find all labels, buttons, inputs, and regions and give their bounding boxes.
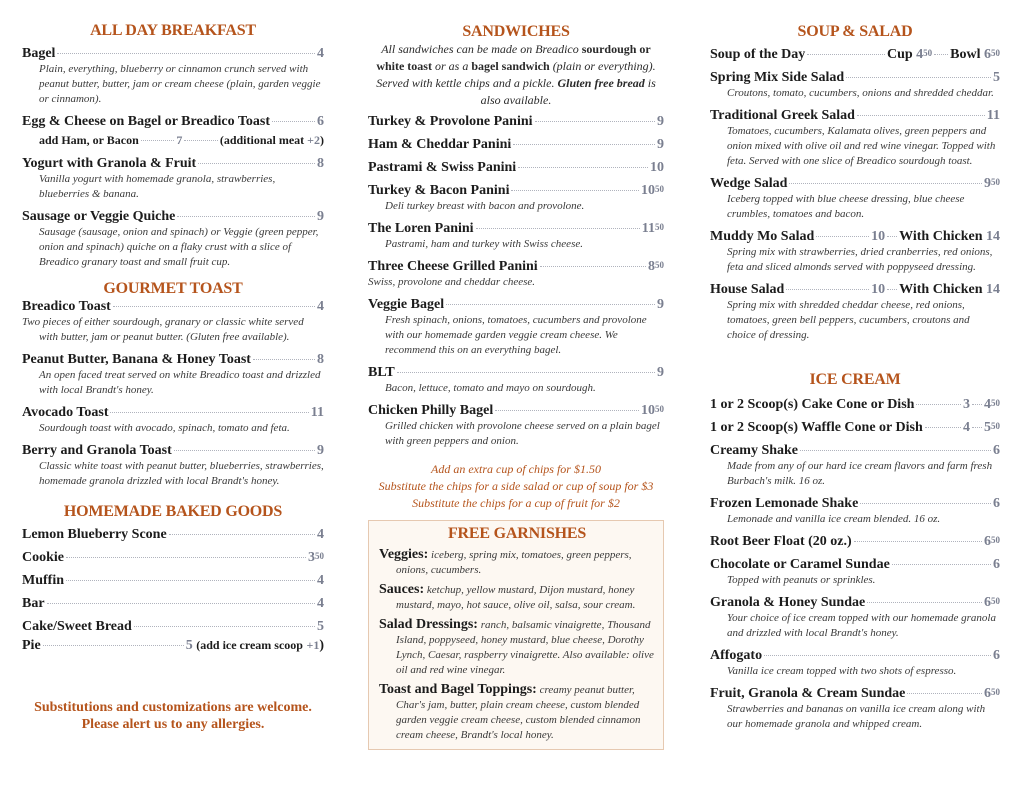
item-name: Cake/Sweet Bread [22,619,132,634]
one-scoop-price: 3 [963,397,970,412]
menu-item [710,281,1000,343]
menu-item [22,208,324,270]
item-description: Bacon, lettuce, tomato and mayo on sourdough. [385,382,596,394]
footer-line-2: Please alert us to any allergies. [81,717,265,732]
item-name: Avocado Toast [22,405,109,420]
one-scoop-price: 4 [963,420,970,435]
leader-dots [789,183,982,184]
item-name: Chocolate or Caramel Sundae [710,557,890,572]
leader-dots [113,306,315,307]
item-price: 4 [317,527,324,542]
item-name: Turkey & Provolone Panini [368,114,533,129]
item-price: 6 [993,496,1000,511]
free-garnishes-box [368,520,664,750]
item-name: Frozen Lemonade Shake [710,496,859,511]
menu-item [22,442,324,489]
column-middle [368,0,664,750]
item-price: 10 [650,160,664,175]
leader-dots [43,645,184,646]
item-price: $11^{50}$ [641,221,664,236]
menu-item [22,298,324,345]
menu-item [368,159,664,176]
menu-item [22,155,324,202]
note-extra-chips: Add an extra cup of chips for $1.50 [431,462,601,476]
section-title-breakfast: ALL DAY BREAKFAST [90,22,256,39]
leader-dots [800,450,991,451]
leader-dots [925,427,961,428]
leader-dots [446,304,655,305]
menu-item [710,46,1000,63]
item-price: 8 [317,156,324,171]
leader-dots [66,557,306,558]
column-right [710,0,1000,732]
item-description: Spring mix with shredded cheddar cheese, red onions, tomatoes, green bell peppers, cucumbers, croutons and choice of dressing. [727,299,970,341]
item-name: Chicken Philly Bagel [368,403,494,418]
item-price: 4 [317,596,324,611]
item-price: 4 [317,573,324,588]
note-substitute-salad-soup: Substitute the chips for a side salad or cup of soup for $3 [378,479,654,493]
item-price: 11 [986,108,1000,123]
leader-dots [476,228,640,229]
section-title-toast: GOURMET TOAST [103,280,243,297]
menu-item [710,228,1000,275]
section-title-ice-cream: ICE CREAM [809,371,901,388]
item-price: $6^{50}$ [984,595,1000,610]
item-description: Iceberg topped with blue cheese dressing, blue cheese crumbles, tomatoes and bacon. [727,193,965,220]
with-chicken-label: With Chicken [899,282,983,297]
menu-item [368,364,664,396]
leader-dots [141,140,175,141]
item-price: 9 [657,365,664,380]
bowl-price: $6^{50}$ [984,47,1000,62]
item-description: Pastrami, ham and turkey with Swiss cheese. [385,238,583,250]
item-price: 10 [871,282,886,297]
menu-item [710,556,1000,588]
item-description: Croutons, tomato, cucumbers, onions and shredded cheddar. [727,87,994,99]
item-price: 6 [317,114,324,129]
item-name: Veggie Bagel [368,297,445,312]
item-price: $10^{50}$ [641,183,664,198]
leader-dots [518,167,648,168]
item-price: 9 [657,297,664,312]
item-name: Cookie [22,550,64,565]
item-price: $6^{50}$ [984,686,1000,701]
item-name: 1 or 2 Scoop(s) Cake Cone or Dish [710,397,915,412]
cup-label: Cup [886,47,913,62]
item-description: Classic white toast with peanut butter, blueberries, strawberries, homemade granola drizzled with local Brandt's honey. [39,460,324,487]
menu-item [22,113,324,149]
item-name: Affogato [710,648,763,663]
leader-dots [972,404,982,405]
menu-item [710,594,1000,641]
note-substitute-fruit: Substitute the chips for a cup of fruit for $2 [412,496,620,510]
menu-item [710,175,1000,222]
leader-dots [66,580,315,581]
with-chicken-price: 14 [986,229,1000,244]
item-description: Two pieces of either sourdough, granary or classic white served with butter, jam or peanut butter. (Gluten free available). [22,316,304,343]
item-name: Muffin [22,573,64,588]
extra-meat-price: +2 [307,133,321,147]
item-price: $6^{50}$ [984,534,1000,549]
item-price: 5 [185,638,193,653]
menu-item: Pie 5 (add ice cream scoop +1 ) [22,638,324,653]
menu-item [368,296,664,358]
leader-dots [253,359,315,360]
menu-item [368,258,664,290]
with-chicken-label: With Chicken [899,229,983,244]
leader-dots [511,190,639,191]
menu-item [22,572,324,589]
item-name: Muddy Mo Salad [710,229,815,244]
item-description: Vanilla ice cream topped with two shots of espresso. [727,665,957,677]
menu-item [710,495,1000,527]
garnish-sauces: Sauces: ketchup, yellow mustard, Dijon mustard, honey mustard, mayo, hot sauce, olive oil, salsa, sour cream. [379,582,636,611]
leader-dots [860,503,991,504]
sandwiches-intro: All sandwiches can be made on Breadico sourdough or white toast or as a bagel sandwich (plain or everything). Served with kettle chips and a pickle. Gluten free bread is also available. [376,42,656,107]
item-name: Peanut Butter, Banana & Honey Toast [22,352,251,367]
garnish-veggies: Veggies: iceberg, spring mix, tomatoes, green peppers, onions, cucumbers. [379,547,632,576]
item-price: $8^{50}$ [648,259,664,274]
section-title-sandwiches: SANDWICHES [462,23,570,40]
leader-dots [764,655,991,656]
item-name: Berry and Granola Toast [22,443,172,458]
leader-dots [110,412,308,413]
ice-cream-addon-label: (add ice cream scoop [196,638,303,652]
item-price: 5 [993,70,1000,85]
item-name: Bagel [22,46,56,61]
item-description: Topped with peanuts or sprinkles. [727,574,876,586]
two-scoop-price: $5^{50}$ [984,420,1000,435]
item-name: Ham & Cheddar Panini [368,137,512,152]
menu-item [22,45,324,107]
leader-dots [887,289,897,290]
menu-item [22,618,324,635]
item-description: Tomatoes, cucumbers, Kalamata olives, green peppers and onion mixed with olive oil and red wine vinegar. Topped with feta. Served with one slice of Breadico sourdough toast. [727,125,996,167]
item-name: Turkey & Bacon Panini [368,183,510,198]
leader-dots [397,372,655,373]
leader-dots [807,54,885,55]
item-description: Your choice of ice cream topped with our homemade granola and drizzled with local Brandt's honey. [727,612,996,639]
item-price: 9 [657,114,664,129]
item-name: Yogurt with Granola & Fruit [22,156,197,171]
item-name: Root Beer Float (20 oz.) [710,534,852,549]
leader-dots [184,140,218,141]
section-title-baked-goods: HOMEMADE BAKED GOODS [63,503,283,520]
leader-dots [916,404,961,405]
leader-dots [169,534,315,535]
item-price: 9 [317,209,324,224]
item-price: $9^{50}$ [984,176,1000,191]
garnish-toast-bagel-toppings: Toast and Bagel Toppings: creamy peanut butter, Char's jam, butter, plain cream cheese, custom blended garden veggie cream cheese, custom blended cinnamon cream cheese, Brandt's local honey. [379,682,641,741]
menu-item [368,182,664,214]
item-description: Grilled chicken with provolone cheese served on a plain bagel with green peppers and onion. [385,420,660,447]
item-description: Sausage (sausage, onion and spinach) or Veggie (green pepper, onion and spinach) quiche on a flaky crust with a slice of Breadico granary toast and small fruit cup. [39,226,319,268]
bowl-label: Bowl [950,47,981,62]
item-name: Pastrami & Swiss Panini [368,160,517,175]
item-name: Fruit, Granola & Cream Sundae [710,686,906,701]
leader-dots [867,602,982,603]
menu-item [22,549,324,566]
item-description: Fresh spinach, onions, tomatoes, cucumbers and provolone with our homemade garden veggie cream cheese. We recommend this on an everything bagel. [385,314,647,356]
item-price: 9 [657,137,664,152]
add-on-price: 7 [176,133,183,147]
item-name: Spring Mix Side Salad [710,70,845,85]
item-price: 6 [993,557,1000,572]
sandwich-notes [368,461,664,512]
section-title-soup-salad: SOUP & SALAD [797,23,913,40]
menu-item [368,402,664,449]
leader-dots [513,144,655,145]
item-name: 1 or 2 Scoop(s) Waffle Cone or Dish [710,420,923,435]
item-name: Three Cheese Grilled Panini [368,259,538,274]
menu-item [22,595,324,612]
item-name: BLT [368,365,395,380]
leader-dots [47,603,315,604]
item-name: Traditional Greek Salad [710,108,855,123]
leader-dots [57,53,315,54]
item-name: Pie [22,638,41,653]
item-name: Egg & Cheese on Bagel or Breadico Toast [22,114,270,129]
leader-dots [540,266,646,267]
leader-dots [934,54,948,55]
item-name: Granola & Honey Sundae [710,595,866,610]
extra-meat-label: (additional meat [219,133,305,147]
item-price: 6 [993,648,1000,663]
leader-dots [887,236,897,237]
leader-dots [816,236,869,237]
menu-item [368,113,664,130]
menu-item [710,647,1000,679]
menu-item [710,685,1000,732]
item-name: House Salad [710,282,785,297]
leader-dots [272,121,315,122]
item-name: Wedge Salad [710,176,788,191]
add-on-row: add Ham, or Bacon 7 (additional meat +2 ) [39,133,325,147]
footer-notice [22,699,324,733]
item-description: Made from any of our hard ice cream flavors and farm fresh Burbach's milk. 16 oz. [727,460,993,487]
cup-price: $4^{50}$ [916,47,933,62]
leader-dots [198,163,315,164]
leader-dots [972,427,982,428]
leader-dots [495,410,639,411]
item-price: 4 [317,46,324,61]
item-price: 4 [317,299,324,314]
leader-dots [535,121,655,122]
item-description: Plain, everything, blueberry or cinnamon crunch served with peanut butter, butter, jam or cream cheese (plain, garden veggie or cinnamon). [39,63,321,105]
leader-dots [846,77,991,78]
leader-dots [786,289,869,290]
menu-item [22,404,324,436]
item-price: $10^{50}$ [641,403,664,418]
menu-item [710,442,1000,489]
menu-item [368,136,664,153]
item-price: 5 [317,619,324,634]
add-on-label: add Ham, or Bacon [39,133,139,147]
item-description: Sourdough toast with avocado, spinach, tomato and feta. [39,422,290,434]
item-price: 11 [310,405,324,420]
item-price: 9 [317,443,324,458]
item-description: Lemonade and vanilla ice cream blended. 16 oz. [727,513,941,525]
item-description: Vanilla yogurt with homemade granola, strawberries, blueberries & banana. [39,173,276,200]
leader-dots [177,216,315,217]
item-description: Spring mix with strawberries, dried cranberries, red onions, feta and sliced almonds served with poppyseed dressing. [727,246,993,273]
item-name: Creamy Shake [710,443,799,458]
menu-item [710,533,1000,550]
item-name: Sausage or Veggie Quiche [22,209,176,224]
two-scoop-price: $4^{50}$ [984,397,1000,412]
column-left [22,0,324,733]
menu-item [710,107,1000,169]
item-name: Bar [22,596,45,611]
item-description: Swiss, provolone and cheddar cheese. [368,276,536,288]
garnish-salad-dressings: Salad Dressings: ranch, balsamic vinaigrette, Thousand Island, poppyseed, honey mustard, blue cheese, Dorothy Lynch, Caesar, raspberry vinaigrette. Also available: olive oil and red wine vinegar. [379,617,654,676]
leader-dots [907,693,982,694]
item-price: $3^{50}$ [308,550,324,565]
menu-item [710,396,1000,413]
item-name: Soup of the Day [710,47,806,62]
leader-dots [174,450,315,451]
menu-item [22,526,324,543]
item-description: An open faced treat served on white Breadico toast and drizzled with local Brandt's honey. [39,369,321,396]
item-name: The Loren Panini [368,221,474,236]
footer-line-1: Substitutions and customizations are welcome. [34,700,312,715]
leader-dots [857,115,985,116]
item-name: Lemon Blueberry Scone [22,527,167,542]
leader-dots [854,541,982,542]
leader-dots [134,626,315,627]
with-chicken-price: 14 [986,282,1000,297]
menu-item [710,419,1000,436]
item-price: 8 [317,352,324,367]
menu-item [710,69,1000,101]
item-description: Strawberries and bananas on vanilla ice cream along with our homemade granola and whipped cream. [727,703,986,730]
leader-dots [892,564,991,565]
item-price: 6 [993,443,1000,458]
menu-item [22,351,324,398]
section-title-garnishes: FREE GARNISHES [447,525,587,542]
item-name: Breadico Toast [22,299,111,314]
item-price: 10 [871,229,886,244]
item-description: Deli turkey breast with bacon and provolone. [385,200,585,212]
ice-cream-addon-price: +1 [306,638,320,652]
menu-item [368,220,664,252]
